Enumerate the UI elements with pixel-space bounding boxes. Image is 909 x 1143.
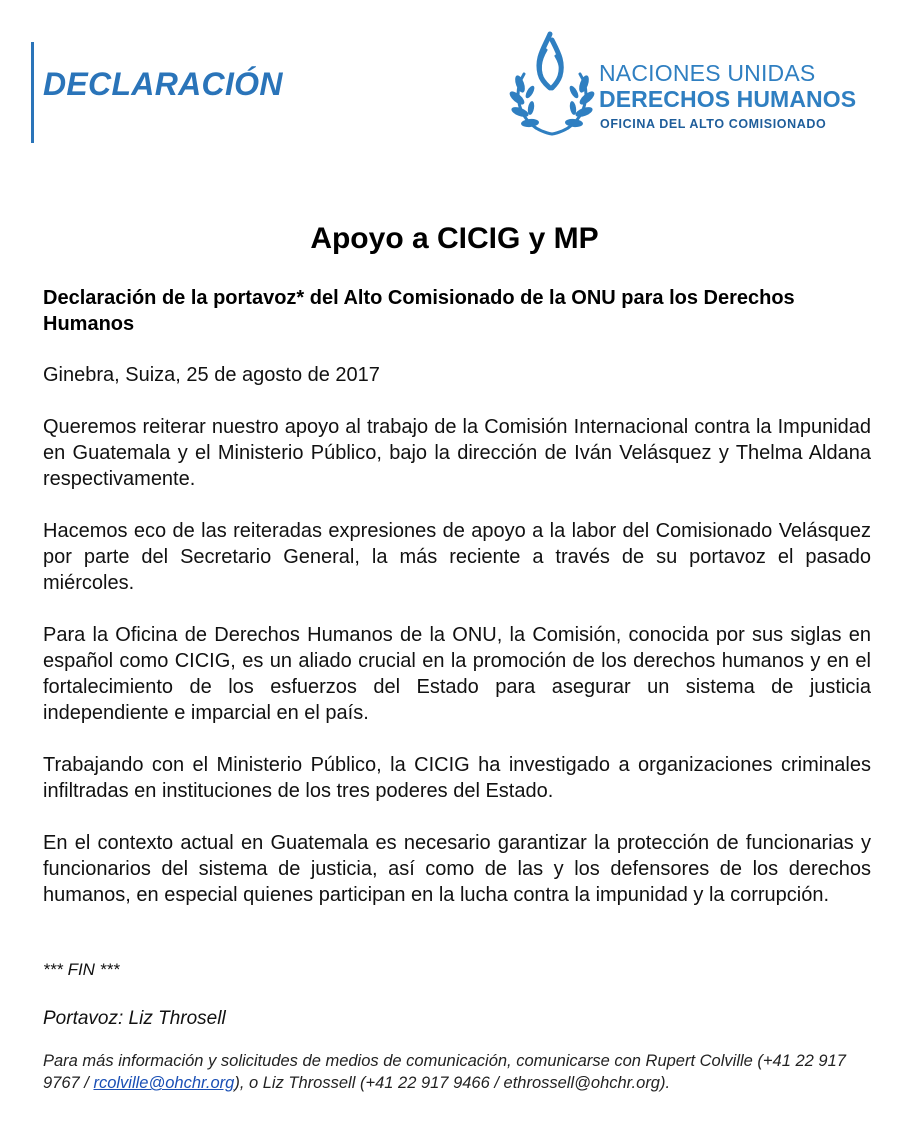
logo-text-derechos-humanos: DERECHOS HUMANOS	[599, 86, 857, 112]
logo-text-oficina: OFICINA DEL ALTO COMISIONADO	[600, 117, 827, 131]
contact-info	[43, 1050, 883, 1094]
paragraph-3: Para la Oficina de Derechos Humanos de la ONU, la Comisión, conocida por sus siglas en español como CICIG, es un aliado crucial en la promoción de los derechos humanos y en el fortalecimiento de los esfuerzos del Estado para asegurar un sistema de justicia independiente e imparcial en el país.	[43, 624, 871, 724]
end-marker: *** FIN ***	[43, 960, 120, 979]
document-title: Apoyo a CICIG y MP	[310, 222, 599, 255]
ohchr-logo	[506, 30, 856, 142]
un-human-rights-emblem-icon	[506, 30, 598, 142]
paragraph-5: En el contexto actual en Guatemala es necesario garantizar la protección de funcionarias y funcionarios del sistema de justicia, así como de las y los defensores de los derechos humanos, en especial quienes participan en la lucha contra la impunidad y la corrupción.	[43, 832, 871, 906]
contact-outro: ), o Liz Throssell (+41 22 917 9466 / ethrossell@ohchr.org).	[234, 1074, 671, 1092]
contact-intro: Para más información y solicitudes de medios de comunicación, comunicarse con Rupert Colville (+41 22 917 9767 /	[43, 1052, 846, 1092]
spokesperson: Portavoz: Liz Throsell	[43, 1008, 226, 1029]
paragraph-2: Hacemos eco de las reiteradas expresiones de apoyo a la labor del Comisionado Velásquez por parte del Secretario General, la más reciente a través de su portavoz el pasado miércoles.	[43, 520, 871, 594]
logo-text-naciones-unidas: NACIONES UNIDAS	[599, 60, 816, 86]
document-type-label: DECLARACIÓN	[43, 66, 283, 102]
paragraph-4: Trabajando con el Ministerio Público, la CICIG ha investigado a organizaciones criminales infiltradas en instituciones de los tres poderes del Estado.	[43, 754, 871, 802]
dateline: Ginebra, Suiza, 25 de agosto de 2017	[43, 364, 380, 386]
contact-email-link[interactable]: rcolville@ohchr.org	[93, 1074, 235, 1092]
header-accent-rule	[31, 42, 34, 143]
document-subtitle: Declaración de la portavoz* del Alto Comisionado de la ONU para los Derechos Humanos	[43, 287, 795, 335]
paragraph-1: Queremos reiterar nuestro apoyo al trabajo de la Comisión Internacional contra la Impunidad en Guatemala y el Ministerio Público, bajo la dirección de Iván Velásquez y Thelma Aldana respectivamente.	[43, 416, 871, 490]
